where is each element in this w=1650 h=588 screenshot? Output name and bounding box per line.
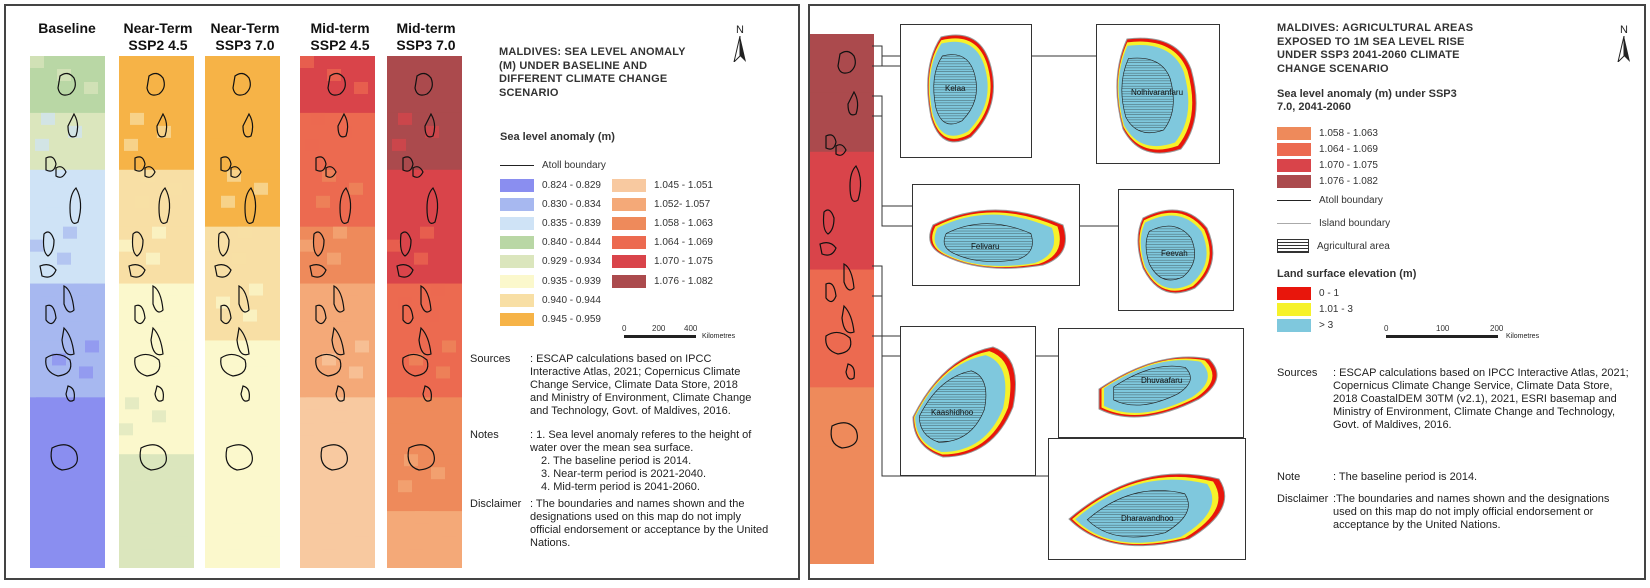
inset-dhuvaafaru — [1058, 328, 1244, 438]
sea-level-legend-swatch — [612, 275, 646, 288]
scale-tick-0: 0 — [1384, 324, 1389, 333]
note-text-right: : The baseline period is 2014. — [1333, 471, 1478, 483]
north-arrow-right — [1614, 24, 1634, 67]
sea-level-legend-item — [612, 216, 713, 230]
anomaly-raster-cell — [63, 227, 77, 239]
anomaly-raster-cell — [300, 56, 314, 68]
island-svg — [901, 25, 1031, 157]
anomaly-raster-cell — [205, 56, 219, 68]
sea-level-legend-item — [500, 178, 601, 192]
anomaly-raster-cell — [119, 240, 133, 252]
anomaly-raster-cell — [119, 423, 133, 435]
anomaly-raster-band — [810, 505, 874, 564]
anomaly-raster-cell — [227, 537, 241, 549]
sea-level-anomaly-map-panel — [4, 4, 800, 580]
sea-level-legend-swatch — [612, 236, 646, 249]
sea-level-legend-swatch — [612, 179, 646, 192]
anomaly-raster-cell — [398, 480, 412, 492]
anomaly-raster-cell — [431, 284, 445, 296]
island-svg — [1097, 25, 1219, 163]
north-arrow-icon — [1616, 36, 1632, 62]
anomaly-raster-cell — [254, 183, 268, 195]
scale-unit: Kilometres — [1506, 333, 1540, 340]
anomaly-raster-cell — [354, 82, 368, 94]
anomaly-raster-cell — [327, 253, 341, 265]
notes-label: Notes — [470, 429, 499, 441]
island-name-label: Kaashidhoo — [931, 408, 974, 417]
anomaly-raster-cell — [333, 410, 347, 422]
legend-title: Sea level anomaly (m) — [500, 131, 615, 143]
sea-level-legend-label: 0.940 - 0.944 — [542, 294, 601, 306]
sea-level-legend-item — [500, 274, 601, 288]
anomaly-legend-label: 1.070 - 1.075 — [1319, 159, 1378, 171]
elevation-legend-label: 0 - 1 — [1319, 287, 1340, 299]
sources-text-right: : ESCAP calculations based on IPCC Interactive Atlas, 2021; Copernicus Climate Change Service, Climate Data Store, 2018 CoastalDEM 30TM (v2.1), 2021, ESRI basemap and Ministry of Environment, Climate Change and Technology, Govt. of Maldives, 2016. — [1333, 367, 1629, 431]
anomaly-raster-cell — [442, 524, 456, 536]
anomaly-raster-cell — [254, 366, 268, 378]
anomaly-raster-band — [30, 170, 105, 228]
sea-level-legend-swatch — [500, 217, 534, 230]
map-title: MALDIVES: SEA LEVEL ANOMALY (M) UNDER BASELINE AND DIFFERENT CLIMATE CHANGE SCENARIO — [499, 46, 686, 99]
scale-unit: Kilometres — [702, 333, 736, 340]
anomaly-raster-band — [387, 170, 462, 228]
anomaly-raster-cell — [30, 240, 44, 252]
anomaly-legend-swatch — [1277, 159, 1311, 172]
anomaly-raster-cell — [84, 82, 98, 94]
anomaly-legend-item — [1277, 174, 1378, 188]
anomaly-raster-cell — [79, 183, 93, 195]
sea-level-legend-item — [612, 255, 713, 269]
anomaly-raster-cell — [387, 56, 401, 68]
anomaly-raster-cell — [387, 240, 401, 252]
anomaly-raster-cell — [216, 480, 230, 492]
disclaimer-label-right: Disclaimer — [1277, 493, 1329, 505]
elevation-legend-item — [1277, 286, 1339, 300]
elevation-legend-swatch — [1277, 287, 1311, 300]
anomaly-raster-cell — [74, 467, 88, 479]
anomaly-raster-cell — [338, 310, 352, 322]
disclaimer-label: Disclaimer — [470, 498, 522, 510]
sea-level-legend-item — [500, 236, 601, 250]
sea-level-legend-label: 1.064 - 1.069 — [654, 237, 713, 249]
anomaly-raster-cell — [316, 196, 330, 208]
anomaly-raster-cell — [442, 340, 456, 352]
anomaly-raster-cell — [243, 310, 257, 322]
anomaly-raster-cell — [355, 340, 369, 352]
anomaly-raster-cell — [260, 340, 274, 352]
anomaly-raster-cell — [36, 397, 50, 409]
anomaly-raster-cell — [79, 366, 93, 378]
connector-line — [872, 46, 900, 66]
column-title-near-term-ssp3: Near-Term SSP3 7.0 — [210, 20, 280, 53]
atoll-map-svg — [810, 34, 874, 564]
island-name-label: Dharavandhoo — [1121, 514, 1174, 523]
anomaly-raster-cell — [305, 139, 319, 151]
anomaly-raster-cell — [311, 113, 325, 125]
anomaly-raster-cell — [431, 467, 445, 479]
atoll-boundary-swatch — [500, 165, 534, 166]
sea-level-legend-item — [500, 216, 601, 230]
inset-dharavandhoo — [1048, 438, 1246, 560]
anomaly-raster-cell — [420, 227, 434, 239]
anomaly-raster-cell — [174, 524, 188, 536]
inset-kaashidhoo — [900, 326, 1036, 476]
atoll-map-svg — [387, 56, 462, 568]
anomaly-raster-cell — [409, 537, 423, 549]
inset-feevah — [1118, 189, 1234, 311]
island-svg — [1049, 439, 1245, 559]
sea-level-legend-swatch — [500, 198, 534, 211]
anomaly-raster-cell — [387, 423, 401, 435]
disclaimer-block — [470, 498, 790, 568]
map-strip-mid-term-ssp3 — [387, 56, 462, 568]
anomaly-legend-swatch — [1277, 143, 1311, 156]
anomaly-raster-cell — [157, 310, 171, 322]
sources-block — [470, 353, 790, 423]
elevation-legend-label: 1.01 - 3 — [1319, 303, 1353, 315]
anomaly-raster-cell — [355, 524, 369, 536]
anomaly-raster-cell — [174, 340, 188, 352]
anomaly-raster-cell — [393, 397, 407, 409]
elevation-legend-item — [1277, 318, 1333, 332]
legend-agricultural-area — [1277, 239, 1390, 253]
island-name-label: Kelaa — [945, 84, 966, 93]
sea-level-legend-label: 1.058 - 1.063 — [654, 217, 713, 229]
atoll-map-svg — [205, 56, 280, 568]
anomaly-raster-cell — [130, 113, 144, 125]
agricultural-areas-map-panel — [808, 4, 1646, 580]
anomaly-legend-item — [1277, 142, 1378, 156]
sea-level-legend-item — [612, 178, 713, 192]
anomaly-raster-cell — [420, 410, 434, 422]
island-svg — [1119, 190, 1233, 310]
anomaly-raster-cell — [436, 183, 450, 195]
anomaly-legend-label: 1.076 - 1.082 — [1319, 175, 1378, 187]
anomaly-raster-cell — [333, 227, 347, 239]
anomaly-raster-cell — [232, 253, 246, 265]
anomaly-raster-cell — [130, 480, 144, 492]
anomaly-raster-cell — [58, 511, 72, 523]
island-svg — [913, 185, 1079, 285]
anomaly-raster-band — [810, 446, 874, 506]
elevation-legend-label: > 3 — [1319, 319, 1334, 331]
anomaly-raster-cell — [146, 253, 160, 265]
island-name-label: Felivaru — [971, 242, 1000, 251]
anomaly-raster-cell — [249, 467, 263, 479]
anomaly-raster-cell — [125, 397, 139, 409]
sea-level-legend-label: 1.052- 1.057 — [654, 198, 711, 210]
legend-atoll-boundary — [500, 158, 606, 172]
anomaly-raster-cell — [124, 139, 138, 151]
anomaly-raster-cell — [344, 467, 358, 479]
anomaly-raster-band — [810, 152, 874, 212]
scale-tick-2: 400 — [684, 324, 698, 333]
anomaly-raster-cell — [35, 139, 49, 151]
sea-level-legend-swatch — [612, 217, 646, 230]
connector-line — [872, 266, 900, 336]
island-svg — [1059, 329, 1243, 437]
notes-list — [530, 429, 766, 494]
atoll-map-svg — [30, 56, 105, 568]
anomaly-legend-swatch — [1277, 127, 1311, 140]
sea-level-legend-label: 0.835 - 0.839 — [542, 217, 601, 229]
anomaly-raster-cell — [300, 240, 314, 252]
anomaly-raster-cell — [152, 227, 166, 239]
anomaly-raster-cell — [300, 423, 314, 435]
legend-atoll-boundary-label-right: Atoll boundary — [1319, 194, 1383, 206]
anomaly-raster-cell — [238, 227, 252, 239]
legend-atoll-boundary-right — [1277, 193, 1383, 207]
legend-island-boundary — [1277, 216, 1390, 230]
column-title-mid-term-ssp3: Mid-term SSP3 7.0 — [396, 20, 456, 53]
anomaly-legend-item — [1277, 126, 1378, 140]
anomaly-raster-cell — [135, 196, 149, 208]
anomaly-raster-band — [810, 387, 874, 447]
sources-label-right: Sources — [1277, 367, 1318, 379]
island-svg — [901, 327, 1035, 475]
atoll-map-svg — [300, 56, 375, 568]
sea-level-legend-swatch — [612, 255, 646, 268]
anomaly-raster-cell — [168, 183, 182, 195]
note-label-right: Note — [1277, 471, 1301, 483]
anomaly-raster-cell — [322, 537, 336, 549]
anomaly-raster-cell — [425, 310, 439, 322]
anomaly-raster-cell — [349, 183, 363, 195]
anomaly-raster-cell — [306, 397, 320, 409]
sea-level-legend-swatch — [500, 313, 534, 326]
anomaly-raster-cell — [221, 196, 235, 208]
anomaly-raster-band — [810, 211, 874, 271]
anomaly-raster-cell — [163, 284, 177, 296]
scale-line — [1386, 335, 1498, 338]
anomaly-raster-cell — [403, 196, 417, 208]
anomaly-raster-cell — [210, 139, 224, 151]
anomaly-raster-cell — [238, 410, 252, 422]
anomaly-raster-cell — [152, 410, 166, 422]
sea-level-legend-item — [612, 274, 713, 288]
anomaly-raster-band — [205, 170, 280, 228]
anomaly-legend-swatch — [1277, 175, 1311, 188]
anomaly-raster-cell — [392, 139, 406, 151]
anomaly-raster-cell — [249, 284, 263, 296]
note-2: 2. The baseline period is 2014. — [541, 455, 692, 467]
sea-level-legend-item — [500, 197, 601, 211]
sources-label: Sources — [470, 353, 511, 365]
anomaly-raster-cell — [30, 423, 44, 435]
disclaimer-block-right — [1277, 493, 1642, 563]
column-title-mid-term-ssp2: Mid-term SSP2 4.5 — [310, 20, 370, 53]
map-strip-near-term-ssp3 — [205, 56, 280, 568]
anomaly-raster-cell — [398, 113, 412, 125]
column-title-near-term-ssp2: Near-Term SSP2 4.5 — [123, 20, 193, 53]
disclaimer-text-right: :The boundaries and names shown and the designations used on this map do not imply official endorsement or acceptance by the United Nations. — [1333, 493, 1610, 531]
anomaly-raster-cell — [63, 410, 77, 422]
map-title-right: MALDIVES: AGRICULTURAL AREAS EXPOSED TO 1M SEA LEVEL RISE UNDER SSP3 2041-2060 CLIMATE CHANGE SCENARIO — [1277, 22, 1474, 75]
scale-line — [624, 335, 696, 338]
legend-atoll-boundary-label: Atoll boundary — [542, 159, 606, 171]
sea-level-legend-label: 0.929 - 0.934 — [542, 256, 601, 268]
anomaly-raster-cell — [41, 480, 55, 492]
anomaly-raster-cell — [119, 56, 133, 68]
sea-level-legend-swatch — [612, 198, 646, 211]
elevation-legend-title: Land surface elevation (m) — [1277, 268, 1417, 280]
anomaly-legend-item — [1277, 158, 1378, 172]
legend-island-boundary-label: Island boundary — [1319, 217, 1391, 229]
anomaly-raster-cell — [415, 511, 429, 523]
island-name-label: Nolhivaranfaru — [1131, 88, 1184, 97]
sea-level-legend-label: 1.070 - 1.075 — [654, 256, 713, 268]
sea-level-legend-swatch — [500, 179, 534, 192]
anomaly-raster-cell — [344, 284, 358, 296]
sea-level-legend-item — [612, 236, 713, 250]
anomaly-raster-cell — [211, 397, 225, 409]
sea-level-legend-swatch — [500, 236, 534, 249]
scale-tick-1: 100 — [1436, 324, 1450, 333]
legend-agricultural-area-label: Agricultural area — [1317, 240, 1390, 252]
anomaly-raster-cell — [216, 113, 230, 125]
anomaly-raster-cell — [173, 82, 187, 94]
sources-block-right — [1277, 367, 1642, 447]
map-strip-ssp3-mid-term — [810, 34, 874, 564]
sea-level-legend-label: 0.840 - 0.844 — [542, 237, 601, 249]
anomaly-raster-cell — [260, 524, 274, 536]
elevation-legend-swatch — [1277, 319, 1311, 332]
anomaly-raster-cell — [52, 537, 66, 549]
anomaly-raster-cell — [147, 511, 161, 523]
scale-tick-1: 200 — [652, 324, 666, 333]
north-label: N — [736, 24, 744, 36]
sea-level-legend-item — [500, 312, 601, 326]
atoll-boundary-swatch — [1277, 200, 1311, 201]
anomaly-raster-cell — [414, 253, 428, 265]
anomaly-raster-cell — [233, 511, 247, 523]
sea-level-legend-swatch — [500, 294, 534, 307]
anomaly-raster-band — [810, 34, 874, 94]
notes-block — [470, 429, 790, 499]
sea-level-legend-label: 0.824 - 0.829 — [542, 179, 601, 191]
north-arrow-icon — [732, 36, 748, 62]
sea-level-legend-label: 0.935 - 0.939 — [542, 275, 601, 287]
anomaly-raster-cell — [57, 253, 71, 265]
island-boundary-swatch — [1277, 223, 1311, 224]
anomaly-raster-cell — [46, 196, 60, 208]
atoll-map-svg — [119, 56, 194, 568]
anomaly-raster-cell — [349, 366, 363, 378]
note-block-right — [1277, 471, 1642, 487]
anomaly-raster-cell — [441, 82, 455, 94]
anomaly-raster-band — [810, 93, 874, 153]
map-strip-baseline — [30, 56, 105, 568]
sea-level-legend-item — [500, 255, 601, 269]
sea-level-legend-item — [500, 293, 601, 307]
anomaly-raster-band — [810, 328, 874, 388]
island-name-label: Feevah — [1161, 249, 1188, 258]
scale-tick-0: 0 — [622, 324, 627, 333]
anomaly-legend-label: 1.064 - 1.069 — [1319, 143, 1378, 155]
anomaly-raster-cell — [30, 56, 44, 68]
anomaly-raster-cell — [259, 82, 273, 94]
anomaly-raster-cell — [328, 511, 342, 523]
sea-level-legend-item — [612, 197, 710, 211]
anomaly-raster-cell — [436, 366, 450, 378]
legend-title-right: Sea level anomaly (m) under SSP3 7.0, 2041-2060 — [1277, 88, 1457, 113]
scale-tick-2: 200 — [1490, 324, 1504, 333]
anomaly-legend-label: 1.058 - 1.063 — [1319, 127, 1378, 139]
inset-nolhivaranfaru — [1096, 24, 1220, 164]
map-strip-mid-term-ssp2 — [300, 56, 375, 568]
north-label-right: N — [1620, 24, 1628, 36]
disclaimer-text: : The boundaries and names shown and the designations used on this map do not imply official endorsement or acceptance by the United Nations. — [530, 498, 769, 549]
note-1: : 1. Sea level anomaly referes to the height of water over the mean sea surface. — [530, 429, 752, 454]
elevation-legend-item — [1277, 302, 1353, 316]
anomaly-raster-cell — [85, 524, 99, 536]
sea-level-legend-swatch — [500, 275, 534, 288]
note-3: 3. Near-term period is 2021-2040. — [541, 468, 707, 480]
anomaly-raster-cell — [163, 467, 177, 479]
anomaly-raster-cell — [68, 310, 82, 322]
sea-level-legend-label: 0.945 - 0.959 — [542, 313, 601, 325]
anomaly-raster-cell — [41, 113, 55, 125]
sea-level-legend-label: 1.045 - 1.051 — [654, 179, 713, 191]
sources-text: : ESCAP calculations based on IPCC Interactive Atlas, 2021; Copernicus Climate Change Service, Climate Data Store, 2018 and Ministry of Environment, Climate Change and Technology, Govt. of Maldives, 2016. — [530, 353, 752, 417]
anomaly-raster-cell — [205, 423, 219, 435]
anomaly-raster-cell — [168, 366, 182, 378]
map-strip-near-term-ssp2 — [119, 56, 194, 568]
island-name-label: Dhuvaafaru — [1141, 376, 1183, 385]
north-arrow — [730, 24, 750, 67]
anomaly-raster-band — [119, 170, 194, 228]
agricultural-area-swatch — [1277, 239, 1309, 253]
column-title-baseline: Baseline — [38, 20, 96, 36]
note-4: 4. Mid-term period is 2041-2060. — [541, 481, 700, 493]
anomaly-raster-cell — [311, 480, 325, 492]
sea-level-legend-swatch — [500, 255, 534, 268]
anomaly-raster-cell — [141, 537, 155, 549]
elevation-legend-swatch — [1277, 303, 1311, 316]
anomaly-raster-cell — [85, 340, 99, 352]
anomaly-raster-cell — [205, 240, 219, 252]
anomaly-raster-cell — [74, 284, 88, 296]
sea-level-legend-label: 0.830 - 0.834 — [542, 198, 601, 210]
sea-level-legend-label: 1.076 - 1.082 — [654, 275, 713, 287]
inset-felivaru — [912, 184, 1080, 286]
anomaly-raster-band — [300, 170, 375, 228]
inset-kelaa — [900, 24, 1032, 158]
